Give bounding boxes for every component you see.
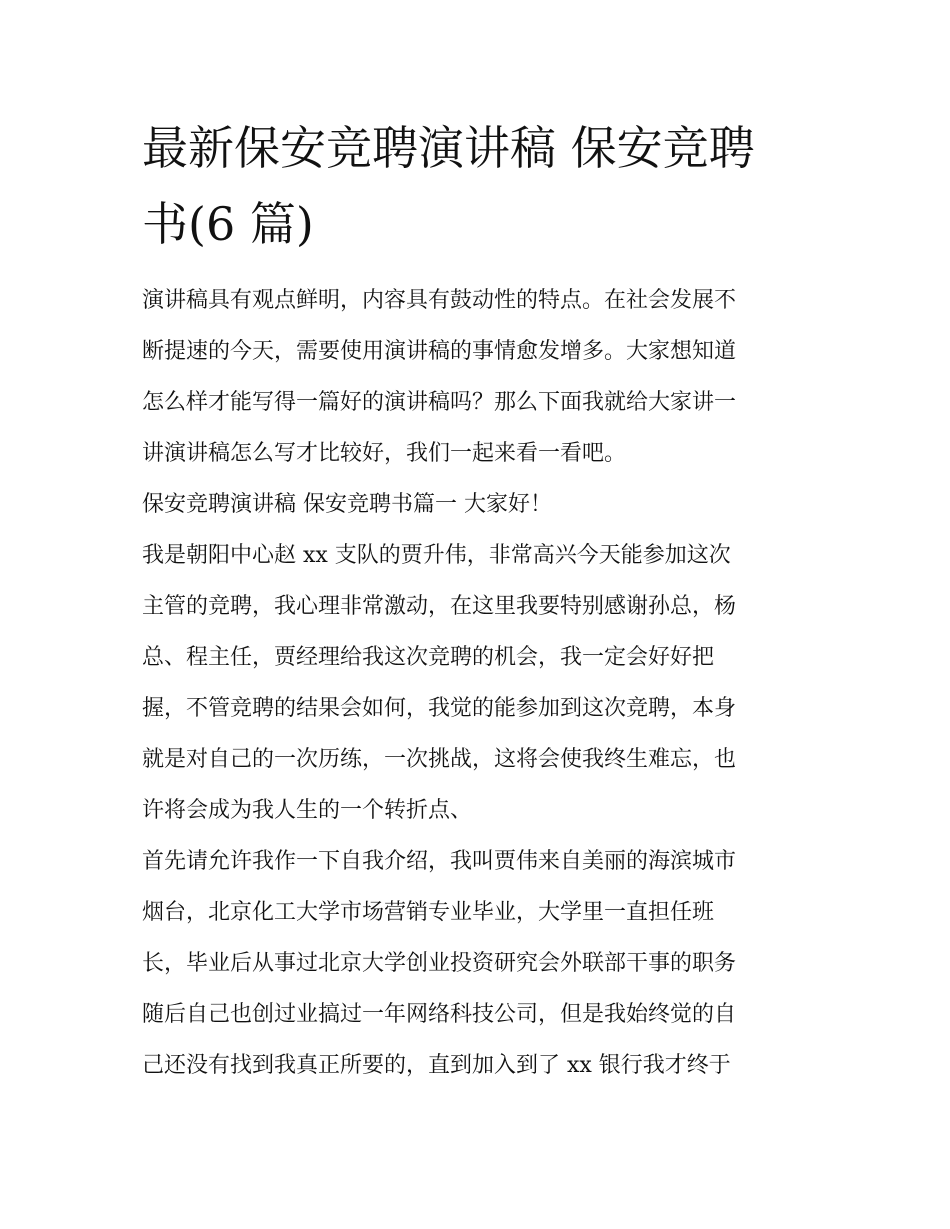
body-line: 主管的竞聘，我心理非常激动，在这里我要特别感谢孙总，杨: [142, 594, 737, 619]
body-line: 长，毕业后从事过北京大学创业投资研究会外联部干事的职务: [142, 951, 737, 976]
body-line: 断提速的今天，需要使用演讲稿的事情愈发增多。大家想知道: [142, 339, 737, 364]
body-line: 演讲稿具有观点鲜明，内容具有鼓动性的特点。在社会发展不: [142, 288, 737, 313]
document-body: [142, 275, 822, 1091]
body-line: 首先请允许我作一下自我介绍，我叫贾伟来自美丽的海滨城市: [142, 849, 737, 874]
section-heading-line: 保安竞聘演讲稿 保安竞聘书篇一 大家好！: [142, 492, 552, 517]
title-line-2: 书(6 篇): [142, 197, 314, 251]
body-line: 己还没有找到我真正所要的，直到加入到了 xx 银行我才终于: [142, 1053, 731, 1078]
title-line-1: 最新保安竞聘演讲稿 保安竞聘: [142, 121, 755, 175]
body-line: 握，不管竞聘的结果会如何，我觉的能参加到这次竞聘，本身: [142, 696, 737, 721]
body-line: 讲演讲稿怎么写才比较好，我们一起来看一看吧。: [142, 441, 627, 466]
body-line: 就是对自己的一次历练，一次挑战，这将会使我终生难忘，也: [142, 747, 737, 772]
page-title: [142, 110, 822, 262]
body-line: 随后自己也创过业搞过一年网络科技公司，但是我始终觉的自: [142, 1002, 737, 1027]
body-line: 我是朝阳中心赵 xx 支队的贾升伟，非常高兴今天能参加这次: [142, 543, 731, 568]
body-line: 许将会成为我人生的一个转折点、: [142, 798, 473, 823]
body-line: 烟台，北京化工大学市场营销专业毕业，大学里一直担任班: [142, 900, 715, 925]
body-line: 总、程主任，贾经理给我这次竞聘的机会，我一定会好好把: [142, 645, 715, 670]
body-line: 怎么样才能写得一篇好的演讲稿吗？那么下面我就给大家讲一: [142, 390, 737, 415]
